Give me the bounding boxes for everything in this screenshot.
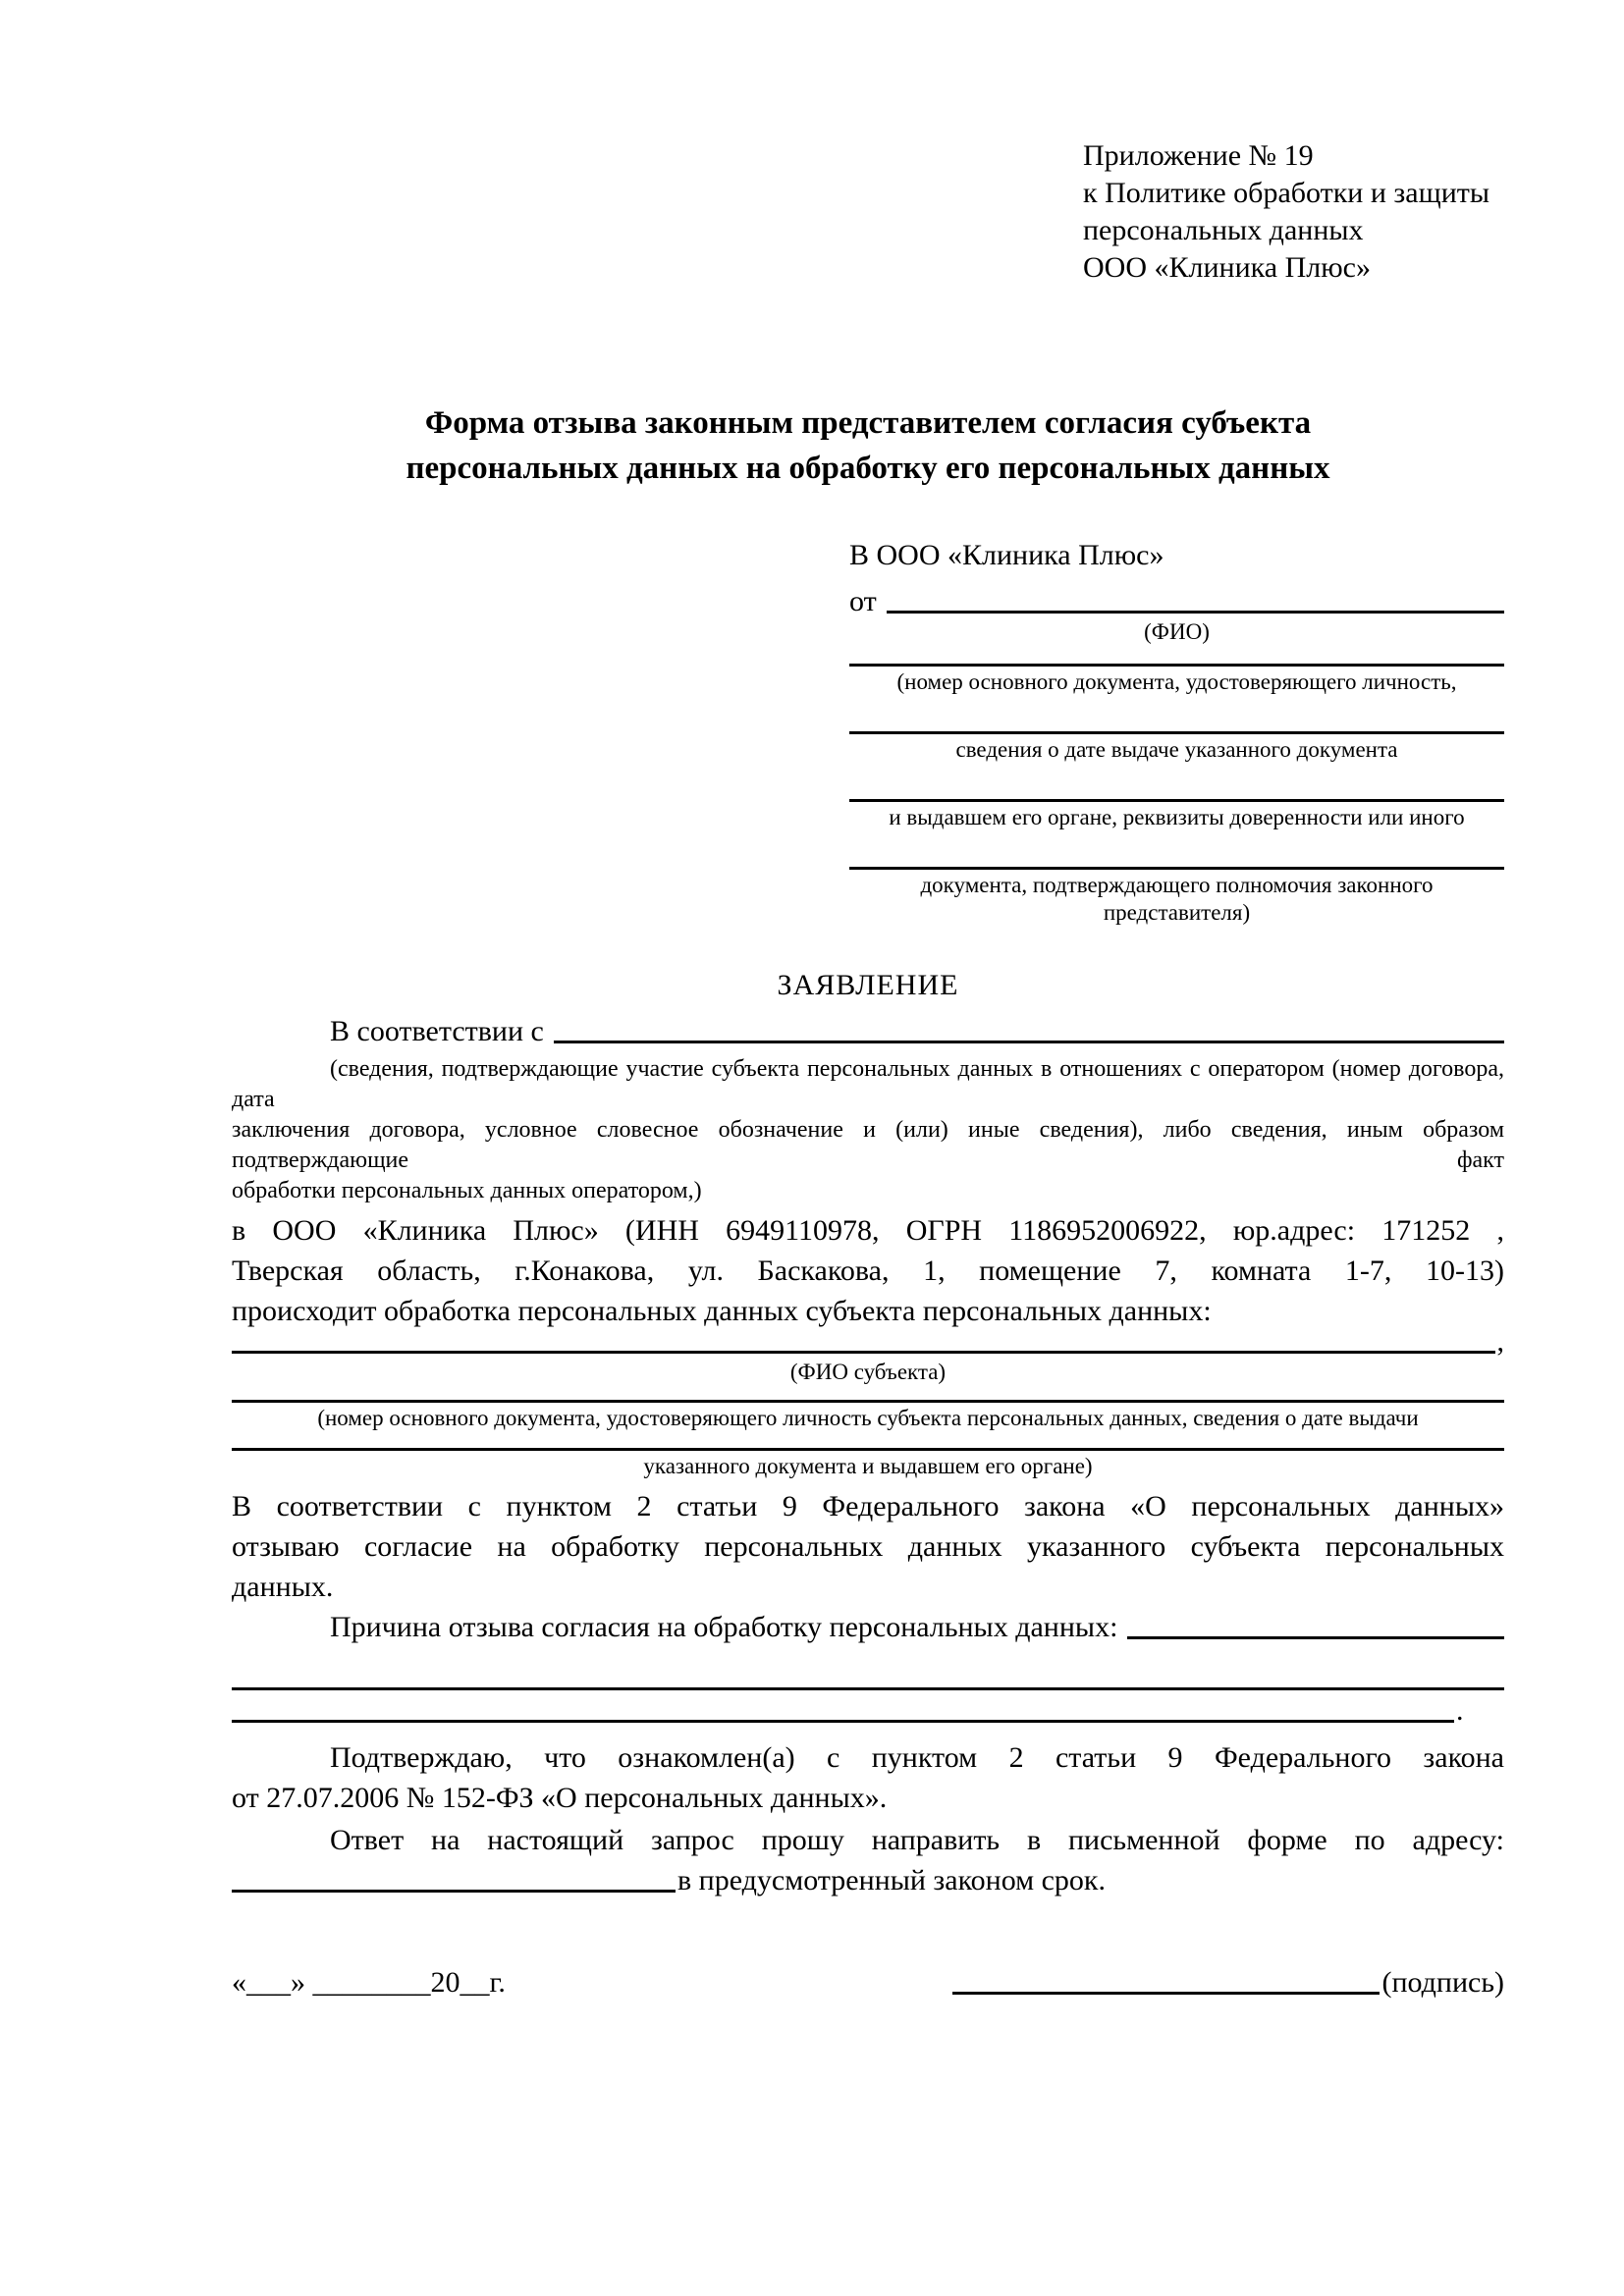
appendix-note-line-4: ООО «Клиника Плюс» (1083, 251, 1371, 284)
authority-doc-caption: документа, подтверждающего полномочия законного представителя) (920, 873, 1434, 925)
document-title-line-2: персональных данных на обработку его персональных данных (406, 451, 1330, 486)
operator-paragraph-line-3: происходит обработка персональных данных субъекта персональных данных: (232, 1295, 1212, 1327)
doc-number-caption: (номер основного документа, удостоверяющего личность, (896, 669, 1457, 694)
basis-footnote-line-3: обработки персональных данных оператором,) (232, 1178, 702, 1203)
appendix-note-line-3: персональных данных (1083, 214, 1364, 246)
basis-field (232, 1007, 1504, 1048)
reason-blank-period: . (1456, 1694, 1464, 1727)
subject-doc-field-1 (232, 1400, 1504, 1432)
subject-doc-caption-2: указанного документа и выдавшем его органе) (643, 1454, 1093, 1478)
authority-doc-field (849, 867, 1504, 927)
subject-fio-caption: (ФИО субъекта) (789, 1360, 947, 1384)
subject-doc-blank-underline-1 (232, 1400, 1504, 1403)
withdrawal-paragraph-line-3: данных. (232, 1571, 334, 1603)
issue-date-caption: сведения о дате выдаче указанного документа (955, 737, 1398, 762)
date-blank: «___» ________20__г. (232, 1966, 506, 1999)
subject-fio-blank-underline (232, 1351, 1495, 1354)
reason-extra-blank-field-2 (232, 1696, 1504, 1728)
issuer-field (849, 799, 1504, 831)
withdrawal-paragraph-line-1: В соответствии с пунктом 2 статьи 9 Федерального закона «О персональных данных» (232, 1490, 1504, 1522)
basis-label: В соответствии с (330, 1015, 544, 1047)
operator-paragraph-line-2: Тверская область, г.Конакова, ул. Баскакова, 1, помещение 7, комната 1-7, 10-13) (232, 1255, 1504, 1287)
signature-blank-underline (952, 1992, 1380, 1995)
addressee-org: В ООО «Клиника Плюс» (849, 539, 1164, 571)
reply-tail: в предусмотренный законом срок. (677, 1864, 1106, 1896)
document-title-line-1: Форма отзыва законным представителем согласия субъекта (424, 405, 1312, 441)
basis-footnote-line-2: заключения договора, условное словесное обозначение и (или) иные сведения), либо сведения, иным образом подтверждающие факт (232, 1117, 1504, 1173)
reply-paragraph (232, 1820, 1504, 1860)
issuer-blank-underline (849, 799, 1504, 802)
reason-extra-blank-underline-2 (232, 1720, 1454, 1723)
reply-line-1: Ответ на настоящий запрос прошу направить в письменной форме по адресу: (330, 1824, 1504, 1856)
appendix-note-line-1: Приложение № 19 (1083, 139, 1314, 172)
fio-blank-underline (887, 611, 1504, 614)
reason-field (232, 1607, 1504, 1644)
fio-caption: (ФИО) (1144, 619, 1210, 644)
confirmation-paragraph (232, 1737, 1504, 1818)
addressee-block (849, 536, 1504, 927)
signature-caption: (подпись) (1381, 1966, 1504, 1999)
reply-address-field (232, 1860, 1504, 1897)
basis-footnote (232, 1054, 1504, 1206)
appendix-note (1083, 137, 1504, 287)
authority-doc-blank-underline (849, 867, 1504, 870)
issuer-caption: и выдавшем его органе, реквизиты доверенности или иного (889, 805, 1465, 829)
subject-doc-blank-underline-2 (232, 1448, 1504, 1451)
statement-heading: ЗАЯВЛЕНИЕ (777, 969, 959, 1001)
basis-footnote-line-1: (сведения, подтверждающие участие субъекта персональных данных в отношениях с оператором (номер договора, дата (232, 1056, 1504, 1112)
issue-date-blank-underline (849, 731, 1504, 734)
confirmation-line-1: Подтверждаю, что ознакомлен(а) с пунктом 2 статьи 9 Федерального закона (330, 1741, 1504, 1774)
subject-doc-field-2 (232, 1448, 1504, 1480)
doc-number-blank-underline (849, 664, 1504, 667)
reason-blank-underline (1127, 1636, 1504, 1639)
footer (232, 1960, 1504, 2000)
reason-label: Причина отзыва согласия на обработку персональных данных: (330, 1611, 1118, 1643)
confirmation-line-2: от 27.07.2006 № 152-ФЗ «О персональных данных». (232, 1782, 888, 1814)
reason-extra-blank-underline-1 (232, 1687, 1504, 1690)
signature-field (952, 1966, 1504, 2000)
withdrawal-paragraph-line-2: отзываю согласие на обработку персональных данных указанного субъекта персональных (232, 1530, 1504, 1563)
from-field (849, 583, 1504, 618)
doc-number-field (849, 664, 1504, 696)
operator-paragraph-line-1: в ООО «Клиника Плюс» (ИНН 6949110978, ОГРН 1186952006922, юр.адрес: 171252 , (232, 1214, 1504, 1247)
reply-address-blank-underline (232, 1890, 676, 1893)
withdrawal-paragraph (232, 1486, 1504, 1607)
appendix-note-line-2: к Политике обработки и защиты (1083, 177, 1490, 209)
from-label: от (849, 585, 877, 617)
subject-fio-suffix: , (1496, 1325, 1504, 1358)
issue-date-field (849, 731, 1504, 764)
operator-paragraph (232, 1210, 1504, 1331)
basis-blank-underline (554, 1041, 1504, 1043)
subject-doc-caption-1: (номер основного документа, удостоверяющего личность субъекта персональных данных, сведения о дате выдачи (317, 1406, 1419, 1430)
document-title (232, 400, 1504, 491)
